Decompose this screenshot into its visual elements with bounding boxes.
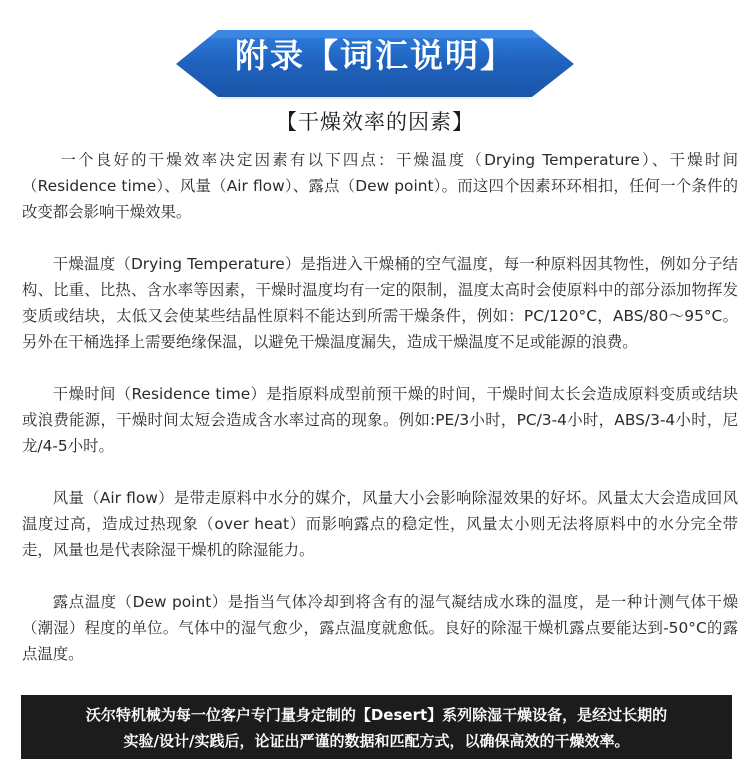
footer-line-1: 沃尔特机械为每一位客户专门量身定制的【Desert】系列除湿干燥设备，是经过长期的 xyxy=(85,706,668,724)
page-title: 附录【词汇说明】 xyxy=(235,36,515,75)
article-body xyxy=(22,147,738,693)
footer-note xyxy=(21,695,732,759)
paragraph-drying-temperature: 干燥温度（Drying Temperature）是指进入干燥桶的空气温度，每一种原料因其物性，例如分子结构、比重、比热、含水率等因素，干燥时温度均有一定的限制，温度太高时会使原料中的部分添加物挥发变质或结块，太低又会使某些结晶性原料不能达到所需干燥条件，例如：PC/120°C，ABS/80～95°C。另外在干桶选择上需要绝缘保温，以避免干燥温度漏失，造成干燥温度不足或能源的浪费。 xyxy=(22,255,738,351)
paragraph-residence-time: 干燥时间（Residence time）是指原料成型前预干燥的时间，干燥时间太长会造成原料变质或结块或浪费能源，干燥时间太短会造成含水率过高的现象。例如:PE/3小时，PC/3-4小时，ABS/3-4小时，尼龙/4-5小时。 xyxy=(22,385,738,455)
section-title: 【干燥效率的因素】 xyxy=(276,110,474,134)
footer-line-2: 实验/设计/实践后，论证出严谨的数据和匹配方式，以确保高效的干燥效率。 xyxy=(123,732,630,750)
paragraph-intro: 一个良好的干燥效率决定因素有以下四点：干燥温度（Drying Temperature）、干燥时间（Residence time）、风量（Air flow）、露点（Dew point）。而这四个因素环环相扣，任何一个条件的改变都会影响干燥效果。 xyxy=(22,151,738,221)
paragraph-dew-point: 露点温度（Dew point）是指当气体冷却到将含有的湿气凝结成水珠的温度，是一种计测气体干燥（潮湿）程度的单位。气体中的湿气愈少，露点温度就愈低。良好的除湿干燥机露点要能达到-50°C的露点温度。 xyxy=(22,593,738,663)
header-banner xyxy=(0,0,750,110)
paragraph-air-flow: 风量（Air flow）是带走原料中水分的媒介，风量大小会影响除湿效果的好坏。风量太大会造成回风温度过高，造成过热现象（over heat）而影响露点的稳定性，风量太小则无法将原料中的水分完全带走，风量也是代表除湿干燥机的除湿能力。 xyxy=(22,489,738,559)
